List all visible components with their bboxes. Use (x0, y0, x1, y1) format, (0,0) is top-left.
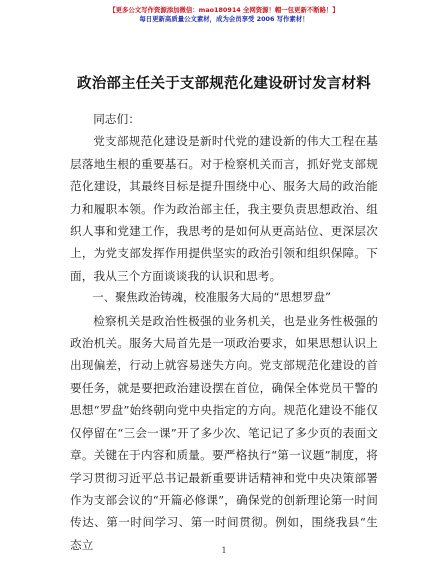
paragraph-intro: 党支部规范化建设是新时代党的建设新的伟大工程在基层落地生根的重要基石。对于检察机关而言，抓好党支部规范化建设，其最终目标是提升围绕中心、服务大局的政治能力和履职本领。作为政治部主任，我主要负责思想政治、组织人事和党建工作，我思考的是如何从更高站位、更深层次上，为党支部发挥作用提供坚实的政治引领和组织保障。下面，我从三个方面谈谈我的认识和思考。 (70, 134, 378, 283)
document-title: 政治部主任关于支部规范化建设研讨发言材料 (77, 76, 371, 92)
promo-banner (0, 6, 448, 24)
section-heading-1: 一、聚焦政治铸魂，校准服务大局的“思想罗盘” (92, 291, 332, 305)
page-number: 1 (221, 546, 227, 555)
promo-banner-line-1: 【更多公文写作资源添加微信：mao180914 全网资源！帽一包更新不断路！】 (109, 6, 339, 14)
document-body (70, 108, 378, 556)
paragraph-section-1: 检察机关是政治性极强的业务机关，也是业务性极强的政治机关。服务大局首先是一项政治要求，如果思想认识上出现偏差，行动上就容易迷失方向。党支部规范化建设的首要任务，就是要把政治建设摆在首位，确保全体党员干警的思想“罗盘”始终朝向党中央指定的方向。规范化建设不能仅仅停留在“三会一课”开了多少次、笔记记了多少页的表面文章。关键在于内容和质量。要严格执行“第一议题”制度，将学习贯彻习近平总书记最新重要讲话精神和党中央决策部署作为支部会议的“开篇必修课”，确保党的创新理论第一时间传达、第一时间学习、第一时间贯彻。例如，围绕我县“生态立 (70, 313, 378, 552)
salutation: 同志们： (93, 112, 141, 126)
promo-banner-line-2: 每日更新高质量公文素材，成为会员享受 2006 写作素材！ (139, 15, 309, 23)
